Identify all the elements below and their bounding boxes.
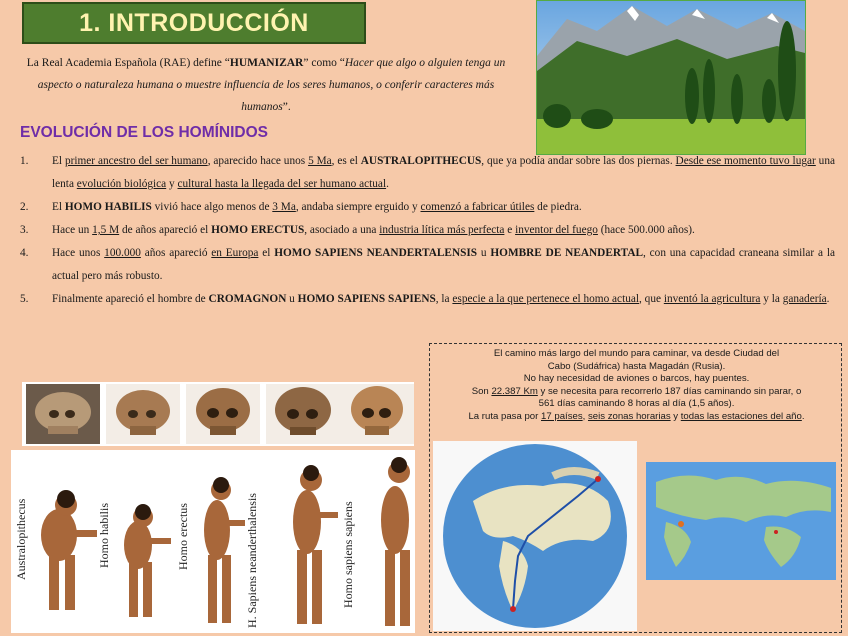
text: una lenta <box>52 155 835 190</box>
text: Hace unos <box>52 247 105 259</box>
text: y <box>166 178 178 190</box>
text: . <box>801 410 805 422</box>
text: , la <box>435 293 453 305</box>
text: . <box>826 293 830 305</box>
evolution-list <box>20 150 835 311</box>
text: vivió hace algo menos de <box>151 201 273 213</box>
globe-map-image <box>433 441 637 631</box>
text: El <box>52 155 65 167</box>
text: , asociado a una <box>304 224 380 236</box>
underlined-text: 22.387 Km <box>491 385 538 397</box>
underlined-text: comenzó a fabricar útiles <box>420 201 535 213</box>
list-number: 4. <box>20 247 29 259</box>
evolution-label: Homo erectus <box>176 503 190 570</box>
title-banner <box>22 2 366 44</box>
text: Finalmente apareció el hombre de <box>52 293 209 305</box>
text: , <box>582 410 588 422</box>
route-line <box>430 411 843 424</box>
intro-text: ”. <box>282 101 291 113</box>
text: u <box>286 293 298 305</box>
skull-icon <box>266 384 340 444</box>
skull-icon <box>186 384 260 444</box>
text: Son <box>471 385 492 397</box>
intro-keyword: HUMANIZAR <box>229 57 304 69</box>
text: y se necesita para recorrerlo 187 días caminando sin parar, o 561 días caminando 8 horas al día (1,5 años). <box>537 385 802 409</box>
list-number: 5. <box>20 293 29 305</box>
species-name: HOMO SAPIENS SAPIENS <box>297 293 436 305</box>
route-description <box>430 348 843 423</box>
intro-paragraph <box>26 52 506 118</box>
underlined-text: todas las estaciones del año <box>680 410 802 422</box>
underlined-text: primer ancestro del ser humano <box>64 155 208 167</box>
skulls-image <box>22 382 414 446</box>
route-line: El camino más largo del mundo para caminar, va desde Ciudad del Cabo (Sudáfrica) hasta Magadán (Rusia). <box>493 348 780 372</box>
underlined-text: Desde ese momento tuvo lugar <box>675 155 816 167</box>
text: el <box>258 247 275 259</box>
text: (hace 500.000 años). <box>597 224 695 236</box>
text: y <box>670 410 681 422</box>
underlined-text: 1,5 M <box>92 224 120 236</box>
text: El <box>52 201 65 213</box>
list-item <box>20 196 835 219</box>
text: , que ya podía andar sobre las dos piernas. <box>481 155 676 167</box>
species-name: AUSTRALOPITHECUS <box>360 155 482 167</box>
underlined-text: en Europa <box>211 247 259 259</box>
underlined-text: industria lítica más perfecta <box>379 224 505 236</box>
evolution-label: Australopithecus <box>14 498 28 580</box>
evolution-label: Homo sapiens sapiens <box>341 501 355 608</box>
underlined-text: ganadería <box>782 293 827 305</box>
text: e <box>504 224 516 236</box>
underlined-text: seis zonas horarias <box>587 410 671 422</box>
list-number: 3. <box>20 224 29 236</box>
text: , que <box>639 293 664 305</box>
species-name: CROMAGNON <box>208 293 287 305</box>
species-name: HOMO SAPIENS NEANDERTALENSIS <box>274 247 478 259</box>
route-line <box>430 386 843 411</box>
section-title-evolucion: EVOLUCIÓN DE LOS HOMÍNIDOS <box>20 124 269 141</box>
text: , aparecido hace unos <box>207 155 309 167</box>
page-title: 1. INTRODUCCIÓN <box>79 8 309 37</box>
human-evolution-image <box>11 450 415 633</box>
text: . <box>386 178 389 190</box>
underlined-text: inventor del fuego <box>515 224 598 236</box>
underlined-text: inventó la agricultura <box>663 293 761 305</box>
text: Hace un <box>52 224 93 236</box>
species-name: HOMO HABILIS <box>64 201 152 213</box>
underlined-text: 17 países <box>541 410 583 422</box>
flat-world-map-image <box>646 462 836 580</box>
text: La ruta pasa por <box>468 410 542 422</box>
evolution-label: H. Sapiens neanderthalensis <box>245 493 259 628</box>
species-name: HOMBRE DE NEANDERTAL <box>490 247 644 259</box>
list-number: 2. <box>20 201 29 213</box>
underlined-text: cultural hasta la llegada del ser humano actual <box>177 178 387 190</box>
intro-definition: Hacer que algo o alguien tenga un aspecto o naturaleza humana o muestre influencia de los seres humanos, o conferir caracteres más humanos <box>37 57 506 113</box>
skull-icon <box>340 384 414 444</box>
intro-text: ” como “ <box>303 57 345 69</box>
underlined-text: especie a la que pertenece el homo actual <box>452 293 640 305</box>
list-number: 1. <box>20 155 29 167</box>
species-name: HOMO ERECTUS <box>211 224 305 236</box>
evolution-label: Homo habilis <box>97 503 111 568</box>
underlined-text: 5 Ma <box>308 155 332 167</box>
underlined-text: 3 Ma <box>272 201 296 213</box>
text: años apareció <box>140 247 212 259</box>
text: , andaba siempre erguido y <box>295 201 421 213</box>
text: u <box>477 247 491 259</box>
text: y la <box>760 293 783 305</box>
underlined-text: evolución biológica <box>76 178 167 190</box>
list-item <box>20 150 835 196</box>
skull-icon <box>106 384 180 444</box>
intro-text: La Real Academia Española (RAE) define “ <box>26 57 230 69</box>
underlined-text: 100.000 <box>104 247 141 259</box>
list-item <box>20 288 835 311</box>
text: , es el <box>331 155 361 167</box>
text: de años apareció el <box>119 224 212 236</box>
list-item <box>20 242 835 288</box>
route-line: No hay necesidad de aviones o barcos, hay puentes. <box>523 373 750 384</box>
text: , con una capacidad craneana similar a la actual pero más robusto. <box>52 247 835 282</box>
mountain-landscape-image <box>536 0 806 155</box>
text: de piedra. <box>534 201 582 213</box>
list-item <box>20 219 835 242</box>
skull-icon <box>26 384 100 444</box>
